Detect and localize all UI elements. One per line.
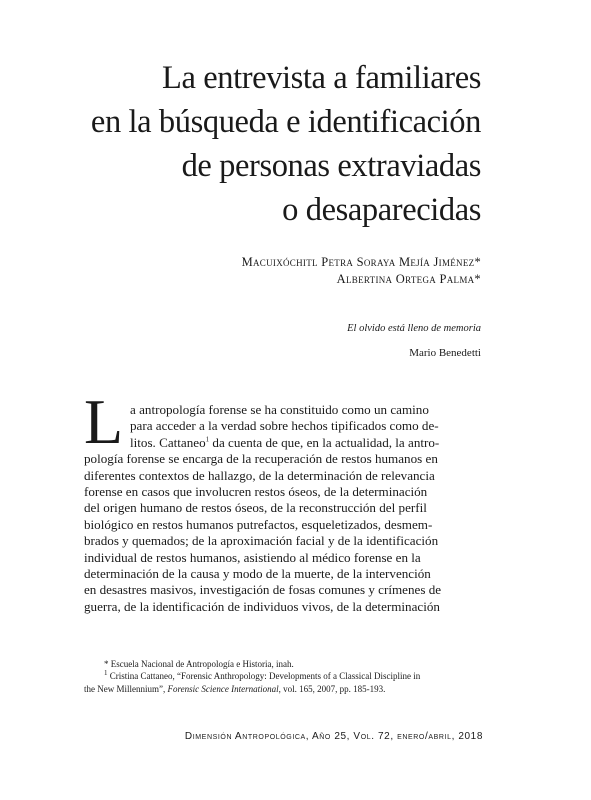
footnote-affiliation: * Escuela Nacional de Antropología e Historia, inah. (104, 659, 294, 669)
body-line: diferentes contextos de hallazgo, de la determinación de relevancia (84, 467, 435, 483)
body-line: a antropología forense se ha constituido como un camino (130, 402, 429, 417)
running-footer: Dimensión Antropológica, Año 25, Vol. 72, enero/abril, 2018 (184, 731, 483, 742)
footnotes (84, 658, 494, 695)
epigraph-quote: El olvido está lleno de memoria (347, 323, 481, 334)
title-line: de personas extraviadas (181, 148, 481, 184)
body-text (84, 402, 484, 615)
footnote-1 (84, 670, 494, 682)
footnote-text: , vol. 165, 2007, pp. 185-193. (278, 683, 386, 694)
title-line: en la búsqueda e identificación (90, 104, 481, 140)
drop-cap: L (84, 386, 124, 457)
authors (41, 254, 481, 288)
body-line: biológico en restos humanos putrefactos, esqueletizados, desmem- (84, 516, 433, 532)
epigraph-author: Mario Benedetti (409, 347, 481, 359)
title-line: La entrevista a familiares (162, 60, 481, 96)
body-text-span: litos. Cattaneo (130, 434, 206, 450)
journal-title: Forensic Science International (167, 683, 279, 694)
body-line: para acceder a la verdad sobre hechos tipificados como de- (130, 418, 439, 434)
body-line: pología forense se encarga de la recuperación de restos humanos en (84, 451, 438, 467)
footnote-text: Cristina Cattaneo, “Forensic Anthropology: Developments of a Classical Discipline in (107, 671, 421, 682)
footnote-1-cont (84, 683, 494, 695)
footnote-ref: 1 (205, 435, 210, 444)
body-line: brados y quemados; de la aproximación facial y de la identificación (84, 533, 439, 549)
body-line: determinación de la causa y modo de la muerte, de la intervención (84, 565, 431, 581)
body-line: guerra, de la identificación de individuos vivos, de la determinación (84, 598, 440, 614)
body-line: forense en casos que involucren restos óseos, de la determinación (84, 483, 428, 499)
body-line: del origen humano de restos óseos, de la reconstrucción del perfil (84, 500, 427, 516)
body-line (84, 435, 484, 451)
author-name: Albertina Ortega Palma* (336, 272, 481, 286)
article-title (41, 56, 481, 232)
body-line: individual de restos humanos, asistiendo al médico forense en la (84, 549, 421, 565)
footnote-text: the New Millennium”, (84, 683, 168, 694)
body-line: en desastres masivos, investigación de fosas comunes y crímenes de (84, 582, 442, 598)
author-name: Macuixóchitl Petra Soraya Mejía Jiménez* (241, 255, 481, 269)
title-line: o desaparecidas (282, 192, 481, 228)
body-text-span: da cuenta de que, en la actualidad, la antro- (209, 434, 440, 450)
footnote-marker: 1 (104, 669, 108, 678)
